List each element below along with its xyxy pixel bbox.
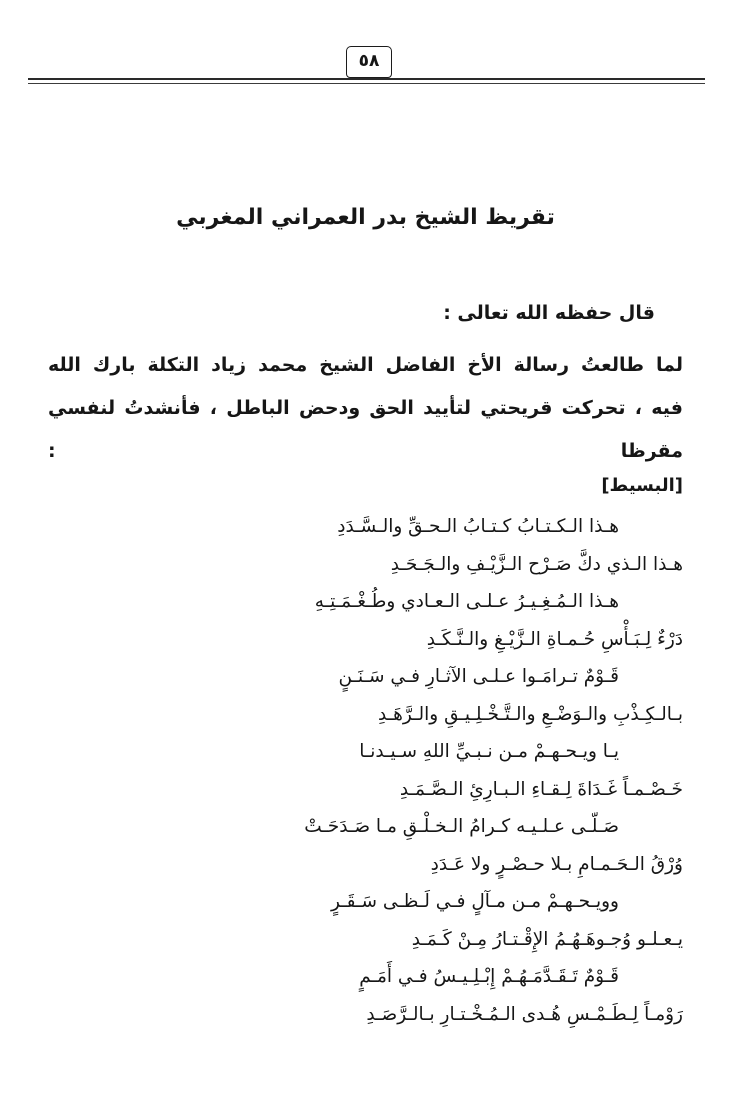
attribution-line: قال حفظه الله تعالى : <box>443 302 655 324</box>
poem <box>48 508 683 1033</box>
verse-line: قَـوْمٌ تـرامَـوا عـلـى الآثـارِ فـي سَـنَـنٍ <box>338 666 619 687</box>
page-number: ٥٨ <box>358 50 380 71</box>
page-content <box>48 0 683 1033</box>
paragraph-line-1: لما طالعتُ رسالة الأخ الفاضل الشيخ محمد زياد التكلة بارك الله <box>48 354 683 376</box>
verse-line: هـذا الـذي دكَّ صَـرْح الـزَّيْـفِ والـجَـحَـدِ <box>390 553 683 575</box>
verse-line: صَـلّـى عـلـيـه كـرامُ الـخـلْـقِ مـا صَـدَحَـتْ <box>304 816 619 837</box>
verse-line: وُرْقُ الـحَـمـامِ بـلا حـصْـرٍ ولا عَـدَدِ <box>430 853 683 875</box>
verse-line: بـالـكِـذْبِ والـوَضْـعِ والـتَّـخْـلِـيـقِ والـرَّهَـدِ <box>377 703 683 725</box>
verse-line: يـعـلـو وُجـوهَـهُـمُ الإِقْـتـارُ مِـنْ كَـمَـدِ <box>411 928 683 950</box>
page-number-box <box>346 46 392 78</box>
verse-line: دَرْءٌ لِـبَـأْسِ حُـمـاةِ الـزَّيْـغِ والـنَّـكَـدِ <box>426 628 683 650</box>
paragraph-line-2: فيه ، تحركت قريحتي لتأييد الحق ودحض الباطل ، فأنشدتُ لنفسي مقرظا : <box>48 397 683 462</box>
verse-line: هـذا الـكـتـابُ كـتـابُ الـحـقِّ والـسَّـدَدِ <box>337 516 619 537</box>
verse-line: يـا ويـحـهـمْ مـن نـبـيِّ اللهِ سـيـدنـا <box>359 741 619 762</box>
verse-line: خَـصْـمـاً غَـدَاةَ لِـقـاءِ الـبـارِئِ الـصَّـمَـدِ <box>399 778 683 800</box>
verse-line: وويـحـهـمْ مـن مـآلٍ فـي لَـظـى سَـقَـرٍ <box>331 891 619 912</box>
verse-line: قَـوْمٌ تَـقَـدَّمَـهُـمْ إِبْـلِـيـسُ فـي أَمَـمٍ <box>359 966 619 987</box>
page-title: تقريظ الشيخ بدر العمراني المغربي <box>176 205 555 230</box>
verse-line: هـذا الـمُـغِـيـرُ عـلـى الـعـادي وطُـغْـمَـتِـهِ <box>314 591 619 612</box>
meter-label: [البسيط] <box>601 475 683 496</box>
verse-line: رَوْمـاً لِـطَـمْـسِ هُـدى الـمُـخْـتـارِ بـالـرَّصَـدِ <box>366 1003 683 1025</box>
